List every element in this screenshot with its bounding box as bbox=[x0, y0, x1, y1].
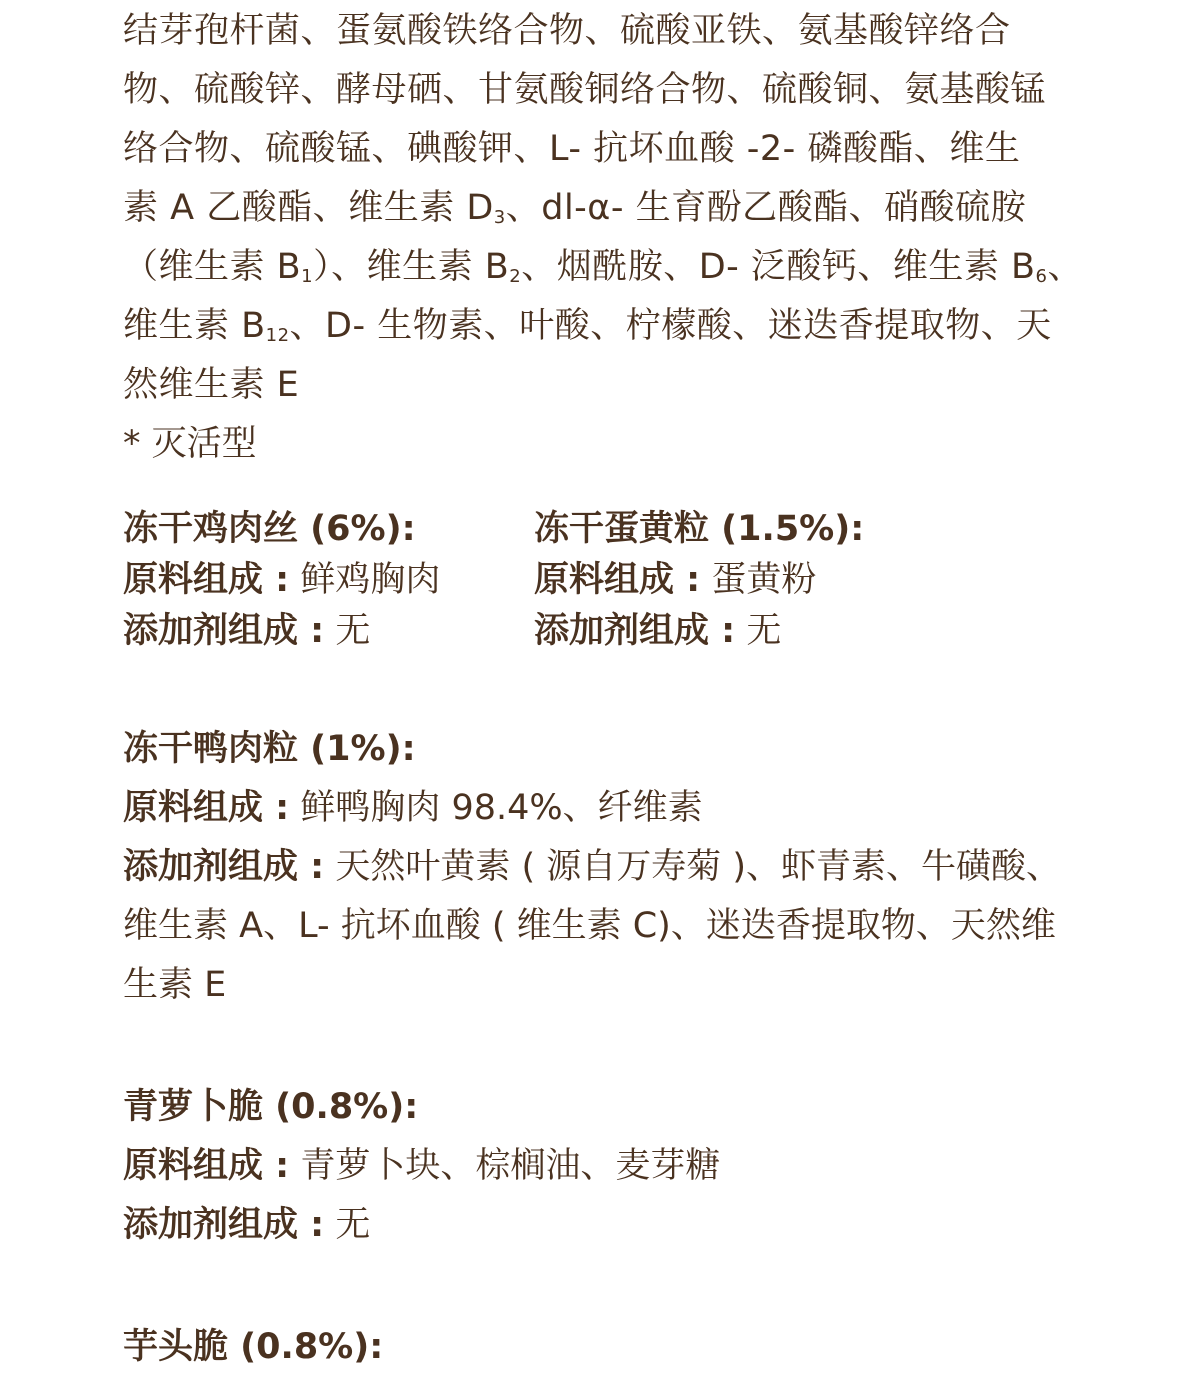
raw-material-value: 鲜鸭胸肉 98.4%、纤维素 bbox=[289, 788, 703, 828]
subscript: 6 bbox=[1035, 266, 1048, 287]
ingredient-line bbox=[123, 179, 1088, 238]
additive-row bbox=[123, 606, 534, 657]
section-chicken bbox=[123, 504, 534, 657]
ingredient-text: ）、维生素 B bbox=[313, 247, 510, 287]
section-duck bbox=[123, 720, 1088, 1015]
ingredient-text: （维生素 B bbox=[123, 247, 302, 287]
additive-continuation: 生素 E bbox=[123, 965, 227, 1005]
raw-material-row bbox=[123, 1137, 1088, 1196]
section-title: 冻干蛋黄粒 (1.5%): bbox=[534, 509, 865, 549]
raw-material-label: 原料组成 : bbox=[123, 560, 290, 600]
ingredient-line: 结芽孢杆菌、蛋氨酸铁络合物、硫酸亚铁、氨基酸锌络合 bbox=[123, 11, 1011, 51]
two-column-sections bbox=[123, 504, 1088, 657]
additive-label: 添加剂组成 : bbox=[534, 611, 736, 651]
raw-material-value: 蛋黄粉 bbox=[700, 560, 817, 600]
ingredient-text: 、烟酰胺、D- 泛酸钙、维生素 B bbox=[521, 247, 1036, 287]
ingredient-text: 、 bbox=[1047, 247, 1083, 287]
ingredient-line: 然维生素 E bbox=[123, 365, 300, 405]
subscript: 2 bbox=[509, 266, 522, 287]
ingredient-text: 维生素 B bbox=[123, 306, 266, 346]
section-title: 冻干鸭肉粒 (1%): bbox=[123, 729, 416, 769]
subscript: 1 bbox=[301, 266, 314, 287]
inactivated-note: * 灭活型 bbox=[123, 424, 257, 464]
ingredient-line bbox=[123, 238, 1088, 297]
raw-material-row bbox=[123, 779, 1088, 838]
ingredient-text: 、D- 生物素、叶酸、柠檬酸、迷迭香提取物、天 bbox=[289, 306, 1052, 346]
additive-row bbox=[123, 838, 1088, 897]
raw-material-row bbox=[123, 555, 534, 606]
ingredient-line bbox=[123, 297, 1088, 356]
subscript: 12 bbox=[265, 325, 290, 346]
section-taro bbox=[123, 1318, 1088, 1377]
section-egg bbox=[534, 504, 1084, 657]
ingredient-text: 素 A 乙酸酯、维生素 D bbox=[123, 188, 494, 228]
raw-material-value: 青萝卜块、棕榈油、麦芽糖 bbox=[289, 1146, 721, 1186]
ingredient-line: 物、硫酸锌、酵母硒、甘氨酸铜络合物、硫酸铜、氨基酸锰 bbox=[123, 70, 1047, 110]
ingredient-line: 络合物、硫酸锰、碘酸钾、L- 抗坏血酸 -2- 磷酸酯、维生 bbox=[123, 129, 1021, 169]
ingredient-text: 、dl-α- 生育酚乙酸酯、硝酸硫胺 bbox=[505, 188, 1027, 228]
additive-row bbox=[534, 606, 1084, 657]
additive-value: 无 bbox=[735, 611, 782, 651]
additive-continuation: 维生素 A、L- 抗坏血酸 ( 维生素 C)、迷迭香提取物、天然维 bbox=[123, 906, 1056, 946]
section-radish bbox=[123, 1078, 1088, 1255]
raw-material-row bbox=[534, 555, 1084, 606]
additive-label: 添加剂组成 : bbox=[123, 611, 325, 651]
additive-value: 天然叶黄素 ( 源自万寿菊 )、虾青素、牛磺酸、 bbox=[324, 847, 1062, 887]
section-title: 青萝卜脆 (0.8%): bbox=[123, 1087, 419, 1127]
additive-value: 无 bbox=[324, 1205, 371, 1245]
ingredient-document bbox=[123, 0, 1088, 1377]
raw-material-label: 原料组成 : bbox=[123, 1146, 290, 1186]
additive-row bbox=[123, 1196, 1088, 1255]
section-title: 芋头脆 (0.8%): bbox=[123, 1327, 384, 1367]
subscript: 3 bbox=[493, 207, 506, 228]
additive-label: 添加剂组成 : bbox=[123, 1205, 325, 1245]
raw-material-label: 原料组成 : bbox=[534, 560, 701, 600]
ingredient-paragraph bbox=[123, 2, 1088, 415]
additive-label: 添加剂组成 : bbox=[123, 847, 325, 887]
additive-value: 无 bbox=[324, 611, 371, 651]
section-title: 冻干鸡肉丝 (6%): bbox=[123, 509, 416, 549]
raw-material-value: 鲜鸡胸肉 bbox=[289, 560, 441, 600]
raw-material-label: 原料组成 : bbox=[123, 788, 290, 828]
